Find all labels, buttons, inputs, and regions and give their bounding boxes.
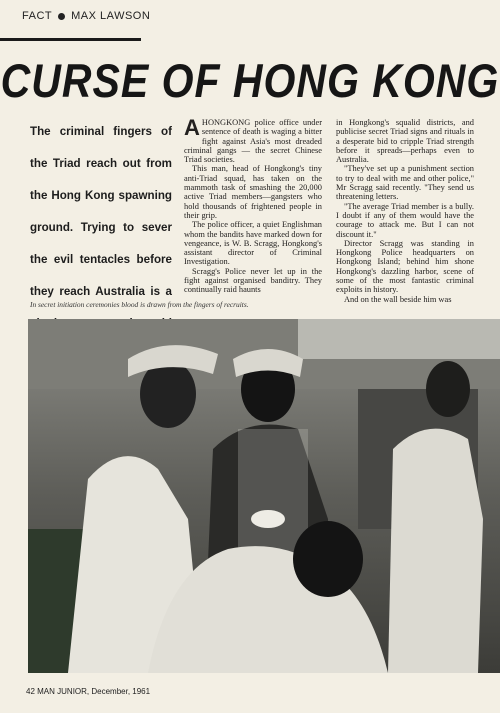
drop-cap: A bbox=[184, 118, 200, 140]
paragraph: "They've set up a punishment section to try to deal with me and other police," Mr Scragg said recently. "They send us threatening letters. bbox=[336, 164, 474, 202]
paragraph: "The average Triad member is a bully. I doubt if any of them would have the courage to attack me. But I can not discount it." bbox=[336, 201, 474, 239]
author-name: MAX LAWSON bbox=[71, 10, 151, 22]
page-footer bbox=[26, 687, 150, 696]
page-header bbox=[22, 10, 150, 22]
header-rule bbox=[0, 38, 141, 41]
section-label: FACT bbox=[22, 10, 53, 22]
paragraph: This man, head of Hongkong's tiny anti-Triad squad, has taken on the mammoth task of smashing the 20,000 active Triad members—gangsters who hold thousands of frightened people in their grip. bbox=[184, 164, 322, 220]
ceremony-photo bbox=[28, 319, 500, 673]
paragraph: in Hongkong's squalid districts, and publicise secret Triad signs and rituals in a desperate bid to cripple Triad strength before it spreads—perhaps even to Australia. bbox=[336, 118, 474, 165]
paragraph: And on the wall beside him was bbox=[344, 294, 452, 304]
paragraph: Scragg's Police never let up in the fight against organised banditry. They continually raid haunts bbox=[184, 266, 322, 295]
paragraph: Director Scragg was standing in Hongkong Police headquarters on Hongkong Island; behind him shone Hongkong's dazzling harbor, scene of some of the most fantastic criminal exploits in history. bbox=[336, 238, 474, 295]
paragraph: The police officer, a quiet Englishman whom the bandits have marked down for vengeance, is W. B. Scragg, Hongkong's assistant director of Criminal Investigation. bbox=[184, 220, 322, 267]
paragraph-text: HONGKONG police office under sentence of death is waging a bitter fight against Asia's most dreaded criminal gangs — the secret Chinese Triad societies. bbox=[184, 118, 322, 165]
paragraph bbox=[184, 118, 322, 164]
bullet-icon bbox=[58, 13, 65, 20]
publication-line: MAN JUNIOR, December, 1961 bbox=[37, 687, 151, 696]
article-title: CURSE OF HONG KONG bbox=[0, 54, 500, 108]
page-number: 42 bbox=[26, 687, 35, 696]
photo-caption: In secret initiation ceremonies blood is drawn from the fingers of recruits. bbox=[30, 300, 249, 309]
article-deck: The criminal fingers of the Triad reach out from the Hong Kong spawning ground. Trying to sever the evil tentacles before they reach Australia is a bbox=[30, 125, 172, 298]
